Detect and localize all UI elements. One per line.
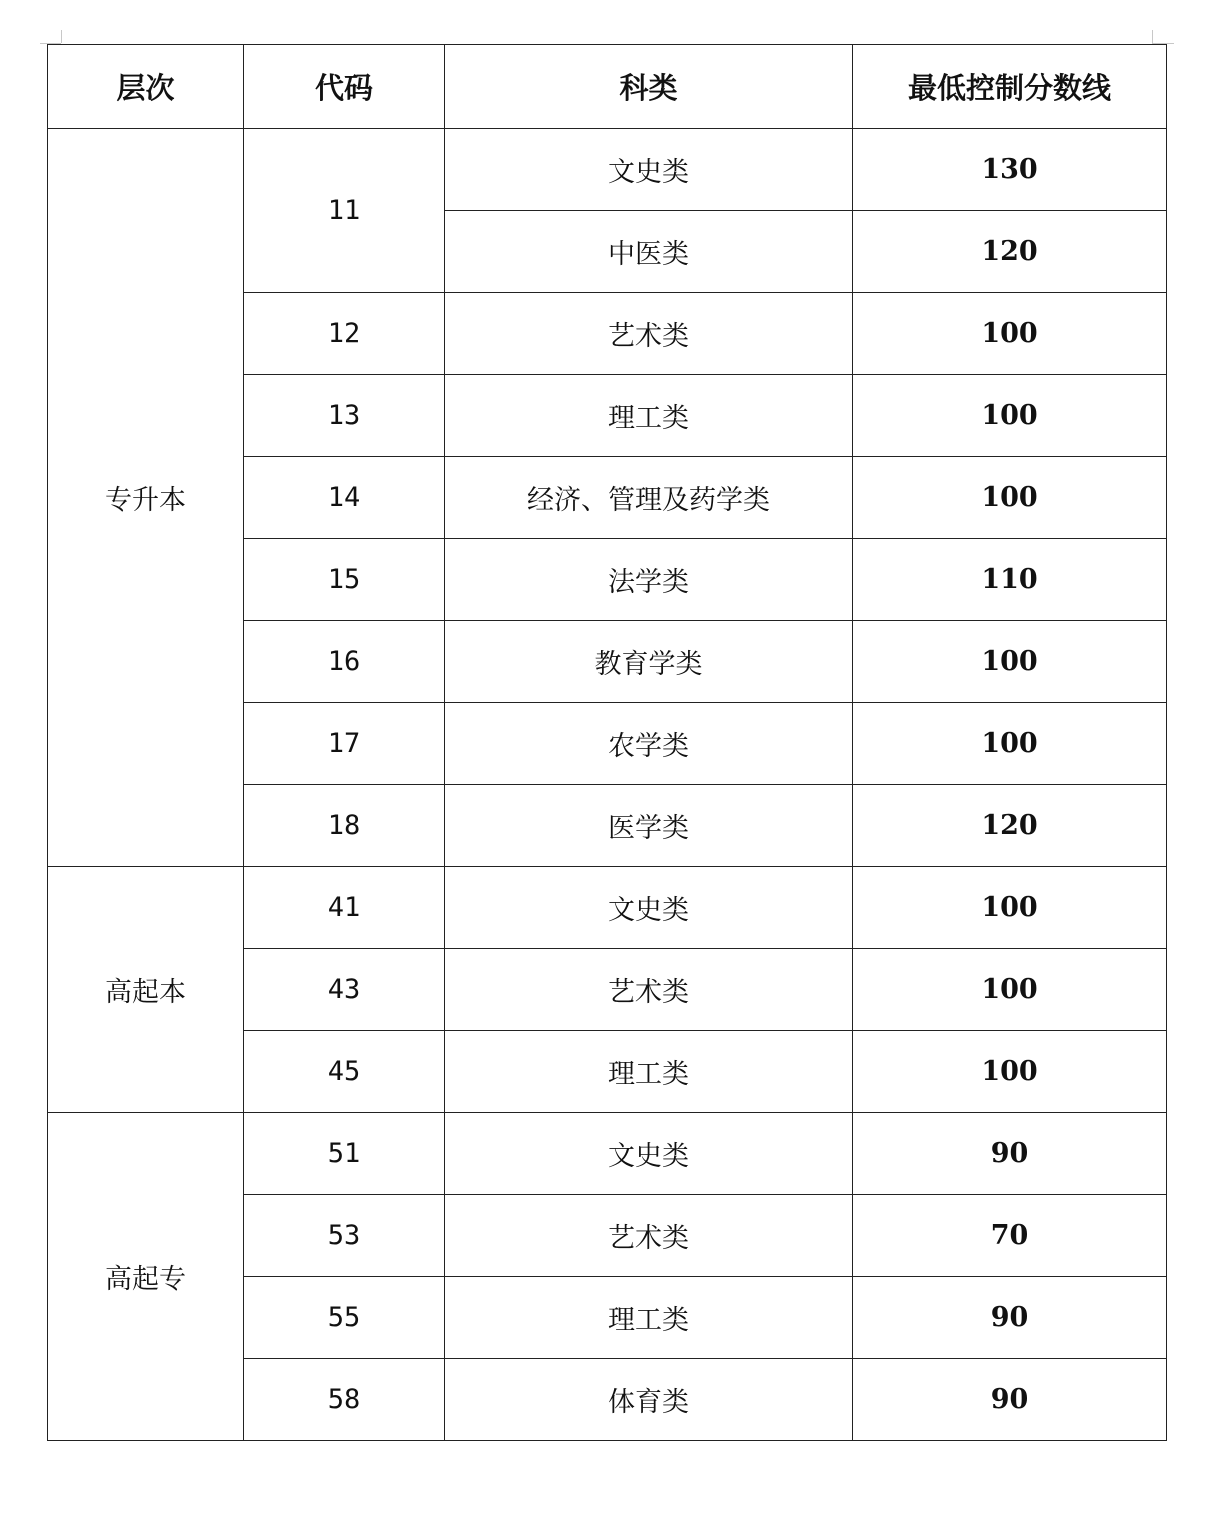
- score-cell: 90: [853, 1113, 1167, 1195]
- code-cell: 51: [244, 1113, 445, 1195]
- score-cell: 90: [853, 1359, 1167, 1441]
- subject-cell: 农学类: [445, 703, 853, 785]
- table-row: [48, 867, 1167, 949]
- score-cell: 100: [853, 621, 1167, 703]
- code-cell: 16: [244, 621, 445, 703]
- code-cell: 15: [244, 539, 445, 621]
- subject-cell: 教育学类: [445, 621, 853, 703]
- score-cell: 120: [853, 785, 1167, 867]
- code-cell: 41: [244, 867, 445, 949]
- subject-cell: 医学类: [445, 785, 853, 867]
- score-cell: 100: [853, 375, 1167, 457]
- corner-mark-top-right: [1152, 30, 1153, 43]
- code-cell: 55: [244, 1277, 445, 1359]
- score-table: [47, 44, 1167, 1441]
- table-row: [48, 1113, 1167, 1195]
- score-cell: 120: [853, 211, 1167, 293]
- subject-cell: 理工类: [445, 1031, 853, 1113]
- score-cell: 100: [853, 867, 1167, 949]
- subject-cell: 文史类: [445, 1113, 853, 1195]
- subject-cell: 中医类: [445, 211, 853, 293]
- code-cell: 58: [244, 1359, 445, 1441]
- code-cell: 18: [244, 785, 445, 867]
- subject-cell: 理工类: [445, 375, 853, 457]
- header-subject: 科类: [445, 45, 853, 129]
- header-row: [48, 45, 1167, 129]
- score-cell: 130: [853, 129, 1167, 211]
- subject-cell: 法学类: [445, 539, 853, 621]
- score-cell: 90: [853, 1277, 1167, 1359]
- corner-mark-top-left: [61, 30, 62, 43]
- score-cell: 100: [853, 949, 1167, 1031]
- score-cell: 100: [853, 457, 1167, 539]
- code-cell: 14: [244, 457, 445, 539]
- code-cell: 13: [244, 375, 445, 457]
- code-cell: 11: [244, 129, 445, 293]
- score-cell: 100: [853, 293, 1167, 375]
- subject-cell: 理工类: [445, 1277, 853, 1359]
- subject-cell: 艺术类: [445, 293, 853, 375]
- subject-cell: 艺术类: [445, 1195, 853, 1277]
- score-cell: 100: [853, 1031, 1167, 1113]
- level-cell: 高起本: [48, 867, 244, 1113]
- subject-cell: 体育类: [445, 1359, 853, 1441]
- score-cell: 100: [853, 703, 1167, 785]
- code-cell: 12: [244, 293, 445, 375]
- subject-cell: 经济、管理及药学类: [445, 457, 853, 539]
- header-score: 最低控制分数线: [853, 45, 1167, 129]
- subject-cell: 文史类: [445, 867, 853, 949]
- table-row: [48, 129, 1167, 211]
- score-cell: 110: [853, 539, 1167, 621]
- header-code: 代码: [244, 45, 445, 129]
- code-cell: 43: [244, 949, 445, 1031]
- level-cell: 专升本: [48, 129, 244, 867]
- code-cell: 17: [244, 703, 445, 785]
- header-level: 层次: [48, 45, 244, 129]
- level-cell: 高起专: [48, 1113, 244, 1441]
- subject-cell: 文史类: [445, 129, 853, 211]
- table-header: [48, 45, 1167, 129]
- table-body: [48, 129, 1167, 1441]
- code-cell: 53: [244, 1195, 445, 1277]
- score-cell: 70: [853, 1195, 1167, 1277]
- subject-cell: 艺术类: [445, 949, 853, 1031]
- code-cell: 45: [244, 1031, 445, 1113]
